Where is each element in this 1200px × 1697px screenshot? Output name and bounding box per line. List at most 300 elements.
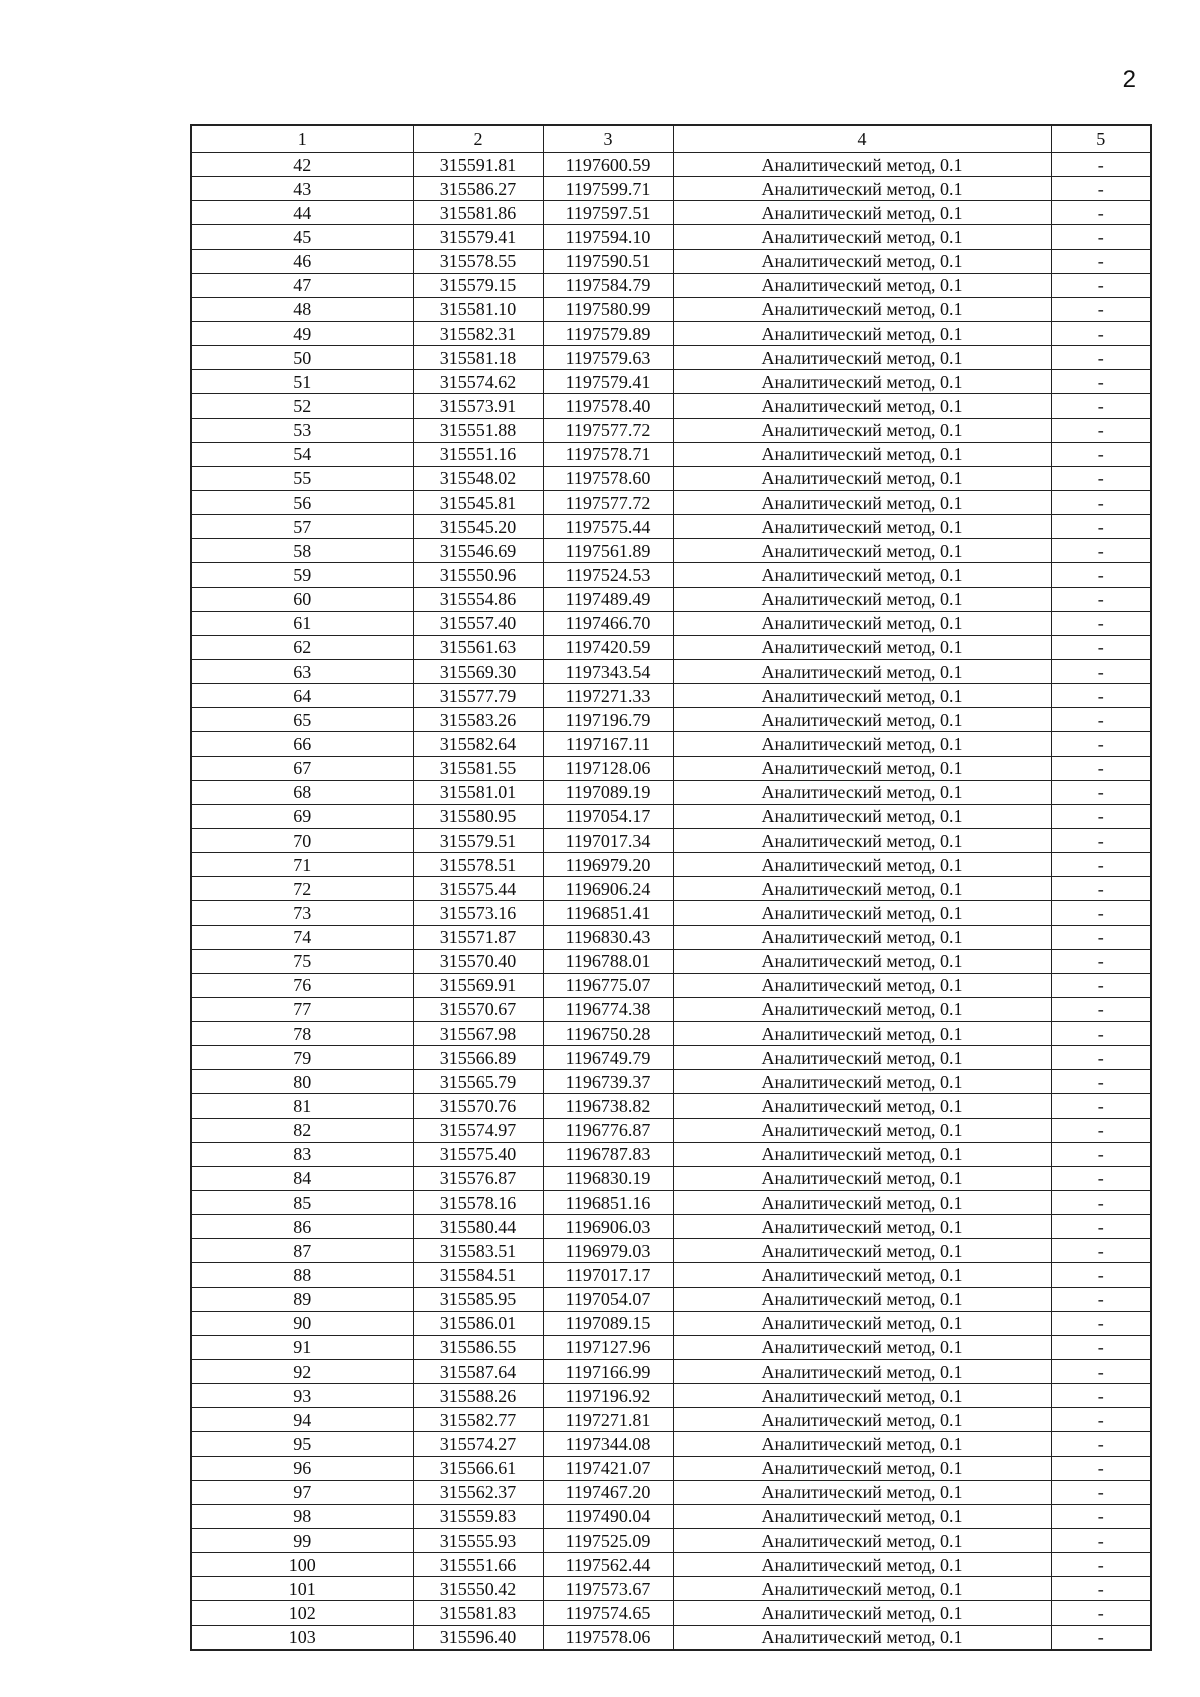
y-coordinate-cell: 1197579.41 bbox=[543, 370, 673, 394]
point-number-cell: 72 bbox=[191, 877, 413, 901]
y-coordinate-cell: 1196851.16 bbox=[543, 1191, 673, 1215]
table-row bbox=[191, 273, 1151, 297]
table-row bbox=[191, 732, 1151, 756]
point-number-cell: 59 bbox=[191, 563, 413, 587]
note-cell: - bbox=[1051, 201, 1151, 225]
point-number-cell: 47 bbox=[191, 273, 413, 297]
note-cell: - bbox=[1051, 273, 1151, 297]
note-cell: - bbox=[1051, 1601, 1151, 1625]
y-coordinate-cell: 1197524.53 bbox=[543, 563, 673, 587]
y-coordinate-cell: 1196776.87 bbox=[543, 1118, 673, 1142]
method-cell: Аналитический метод, 0.1 bbox=[673, 1480, 1051, 1504]
table-row bbox=[191, 1022, 1151, 1046]
y-coordinate-cell: 1197580.99 bbox=[543, 297, 673, 321]
method-cell: Аналитический метод, 0.1 bbox=[673, 973, 1051, 997]
y-coordinate-cell: 1197599.71 bbox=[543, 177, 673, 201]
method-cell: Аналитический метод, 0.1 bbox=[673, 853, 1051, 877]
x-coordinate-cell: 315550.96 bbox=[413, 563, 543, 587]
table-row bbox=[191, 1480, 1151, 1504]
y-coordinate-cell: 1197594.10 bbox=[543, 225, 673, 249]
note-cell: - bbox=[1051, 1456, 1151, 1480]
y-coordinate-cell: 1196906.24 bbox=[543, 877, 673, 901]
note-cell: - bbox=[1051, 394, 1151, 418]
method-cell: Аналитический метод, 0.1 bbox=[673, 1215, 1051, 1239]
x-coordinate-cell: 315577.79 bbox=[413, 684, 543, 708]
y-coordinate-cell: 1196739.37 bbox=[543, 1070, 673, 1094]
y-coordinate-cell: 1197054.07 bbox=[543, 1287, 673, 1311]
point-number-cell: 78 bbox=[191, 1022, 413, 1046]
y-coordinate-cell: 1196774.38 bbox=[543, 997, 673, 1021]
method-cell: Аналитический метод, 0.1 bbox=[673, 249, 1051, 273]
method-cell: Аналитический метод, 0.1 bbox=[673, 394, 1051, 418]
point-number-cell: 100 bbox=[191, 1553, 413, 1577]
method-cell: Аналитический метод, 0.1 bbox=[673, 1166, 1051, 1190]
note-cell: - bbox=[1051, 177, 1151, 201]
x-coordinate-cell: 315580.95 bbox=[413, 804, 543, 828]
y-coordinate-cell: 1197577.72 bbox=[543, 490, 673, 514]
point-number-cell: 79 bbox=[191, 1046, 413, 1070]
note-cell: - bbox=[1051, 1335, 1151, 1359]
method-cell: Аналитический метод, 0.1 bbox=[673, 587, 1051, 611]
table-row bbox=[191, 1118, 1151, 1142]
x-coordinate-cell: 315575.44 bbox=[413, 877, 543, 901]
note-cell: - bbox=[1051, 249, 1151, 273]
table-row bbox=[191, 1625, 1151, 1650]
note-cell: - bbox=[1051, 877, 1151, 901]
point-number-cell: 45 bbox=[191, 225, 413, 249]
y-coordinate-cell: 1197578.40 bbox=[543, 394, 673, 418]
point-number-cell: 70 bbox=[191, 828, 413, 852]
point-number-cell: 87 bbox=[191, 1239, 413, 1263]
x-coordinate-cell: 315581.18 bbox=[413, 346, 543, 370]
method-cell: Аналитический метод, 0.1 bbox=[673, 611, 1051, 635]
y-coordinate-cell: 1197573.67 bbox=[543, 1577, 673, 1601]
x-coordinate-cell: 315570.76 bbox=[413, 1094, 543, 1118]
table-row bbox=[191, 370, 1151, 394]
note-cell: - bbox=[1051, 515, 1151, 539]
table-row bbox=[191, 442, 1151, 466]
note-cell: - bbox=[1051, 1287, 1151, 1311]
table-row bbox=[191, 1142, 1151, 1166]
method-cell: Аналитический метод, 0.1 bbox=[673, 708, 1051, 732]
note-cell: - bbox=[1051, 466, 1151, 490]
y-coordinate-cell: 1197127.96 bbox=[543, 1335, 673, 1359]
x-coordinate-cell: 315545.20 bbox=[413, 515, 543, 539]
y-coordinate-cell: 1197578.71 bbox=[543, 442, 673, 466]
y-coordinate-cell: 1197089.15 bbox=[543, 1311, 673, 1335]
table-row bbox=[191, 611, 1151, 635]
header-cell-3: 3 bbox=[543, 125, 673, 153]
method-cell: Аналитический метод, 0.1 bbox=[673, 780, 1051, 804]
table-row bbox=[191, 225, 1151, 249]
y-coordinate-cell: 1196749.79 bbox=[543, 1046, 673, 1070]
note-cell: - bbox=[1051, 1553, 1151, 1577]
y-coordinate-cell: 1196750.28 bbox=[543, 1022, 673, 1046]
method-cell: Аналитический метод, 0.1 bbox=[673, 563, 1051, 587]
note-cell: - bbox=[1051, 611, 1151, 635]
y-coordinate-cell: 1197466.70 bbox=[543, 611, 673, 635]
x-coordinate-cell: 315574.27 bbox=[413, 1432, 543, 1456]
y-coordinate-cell: 1197196.92 bbox=[543, 1384, 673, 1408]
point-number-cell: 95 bbox=[191, 1432, 413, 1456]
x-coordinate-cell: 315584.51 bbox=[413, 1263, 543, 1287]
point-number-cell: 57 bbox=[191, 515, 413, 539]
note-cell: - bbox=[1051, 708, 1151, 732]
point-number-cell: 42 bbox=[191, 153, 413, 177]
point-number-cell: 54 bbox=[191, 442, 413, 466]
y-coordinate-cell: 1197562.44 bbox=[543, 1553, 673, 1577]
method-cell: Аналитический метод, 0.1 bbox=[673, 997, 1051, 1021]
table-row bbox=[191, 1094, 1151, 1118]
method-cell: Аналитический метод, 0.1 bbox=[673, 1239, 1051, 1263]
x-coordinate-cell: 315581.10 bbox=[413, 297, 543, 321]
point-number-cell: 74 bbox=[191, 925, 413, 949]
method-cell: Аналитический метод, 0.1 bbox=[673, 442, 1051, 466]
point-number-cell: 90 bbox=[191, 1311, 413, 1335]
note-cell: - bbox=[1051, 587, 1151, 611]
point-number-cell: 44 bbox=[191, 201, 413, 225]
y-coordinate-cell: 1197421.07 bbox=[543, 1456, 673, 1480]
note-cell: - bbox=[1051, 1432, 1151, 1456]
x-coordinate-cell: 315570.67 bbox=[413, 997, 543, 1021]
method-cell: Аналитический метод, 0.1 bbox=[673, 418, 1051, 442]
table-row bbox=[191, 828, 1151, 852]
table-row bbox=[191, 1263, 1151, 1287]
method-cell: Аналитический метод, 0.1 bbox=[673, 1046, 1051, 1070]
y-coordinate-cell: 1197489.49 bbox=[543, 587, 673, 611]
table-row bbox=[191, 1504, 1151, 1528]
note-cell: - bbox=[1051, 1263, 1151, 1287]
point-number-cell: 55 bbox=[191, 466, 413, 490]
x-coordinate-cell: 315585.95 bbox=[413, 1287, 543, 1311]
x-coordinate-cell: 315581.55 bbox=[413, 756, 543, 780]
method-cell: Аналитический метод, 0.1 bbox=[673, 901, 1051, 925]
method-cell: Аналитический метод, 0.1 bbox=[673, 925, 1051, 949]
table-row bbox=[191, 515, 1151, 539]
x-coordinate-cell: 315596.40 bbox=[413, 1625, 543, 1650]
table-row bbox=[191, 901, 1151, 925]
x-coordinate-cell: 315578.51 bbox=[413, 853, 543, 877]
y-coordinate-cell: 1197054.17 bbox=[543, 804, 673, 828]
table-row bbox=[191, 1287, 1151, 1311]
method-cell: Аналитический метод, 0.1 bbox=[673, 1118, 1051, 1142]
note-cell: - bbox=[1051, 1529, 1151, 1553]
point-number-cell: 46 bbox=[191, 249, 413, 273]
method-cell: Аналитический метод, 0.1 bbox=[673, 490, 1051, 514]
x-coordinate-cell: 315565.79 bbox=[413, 1070, 543, 1094]
note-cell: - bbox=[1051, 659, 1151, 683]
x-coordinate-cell: 315551.66 bbox=[413, 1553, 543, 1577]
table-row bbox=[191, 1070, 1151, 1094]
note-cell: - bbox=[1051, 732, 1151, 756]
table-row bbox=[191, 877, 1151, 901]
method-cell: Аналитический метод, 0.1 bbox=[673, 1601, 1051, 1625]
method-cell: Аналитический метод, 0.1 bbox=[673, 1287, 1051, 1311]
header-cell-5: 5 bbox=[1051, 125, 1151, 153]
table-row bbox=[191, 708, 1151, 732]
x-coordinate-cell: 315569.91 bbox=[413, 973, 543, 997]
point-number-cell: 67 bbox=[191, 756, 413, 780]
note-cell: - bbox=[1051, 684, 1151, 708]
point-number-cell: 69 bbox=[191, 804, 413, 828]
method-cell: Аналитический метод, 0.1 bbox=[673, 1553, 1051, 1577]
point-number-cell: 91 bbox=[191, 1335, 413, 1359]
x-coordinate-cell: 315578.16 bbox=[413, 1191, 543, 1215]
point-number-cell: 49 bbox=[191, 321, 413, 345]
method-cell: Аналитический метод, 0.1 bbox=[673, 1432, 1051, 1456]
y-coordinate-cell: 1197561.89 bbox=[543, 539, 673, 563]
y-coordinate-cell: 1196787.83 bbox=[543, 1142, 673, 1166]
y-coordinate-cell: 1197600.59 bbox=[543, 153, 673, 177]
x-coordinate-cell: 315576.87 bbox=[413, 1166, 543, 1190]
y-coordinate-cell: 1196830.43 bbox=[543, 925, 673, 949]
x-coordinate-cell: 315581.83 bbox=[413, 1601, 543, 1625]
table-row bbox=[191, 1408, 1151, 1432]
y-coordinate-cell: 1197590.51 bbox=[543, 249, 673, 273]
point-number-cell: 93 bbox=[191, 1384, 413, 1408]
point-number-cell: 84 bbox=[191, 1166, 413, 1190]
note-cell: - bbox=[1051, 853, 1151, 877]
note-cell: - bbox=[1051, 370, 1151, 394]
method-cell: Аналитический метод, 0.1 bbox=[673, 1625, 1051, 1650]
header-row bbox=[191, 125, 1151, 153]
method-cell: Аналитический метод, 0.1 bbox=[673, 321, 1051, 345]
point-number-cell: 64 bbox=[191, 684, 413, 708]
method-cell: Аналитический метод, 0.1 bbox=[673, 1384, 1051, 1408]
method-cell: Аналитический метод, 0.1 bbox=[673, 732, 1051, 756]
table-row bbox=[191, 973, 1151, 997]
x-coordinate-cell: 315583.26 bbox=[413, 708, 543, 732]
method-cell: Аналитический метод, 0.1 bbox=[673, 466, 1051, 490]
y-coordinate-cell: 1196775.07 bbox=[543, 973, 673, 997]
method-cell: Аналитический метод, 0.1 bbox=[673, 635, 1051, 659]
method-cell: Аналитический метод, 0.1 bbox=[673, 659, 1051, 683]
y-coordinate-cell: 1197271.81 bbox=[543, 1408, 673, 1432]
table-row bbox=[191, 539, 1151, 563]
y-coordinate-cell: 1197420.59 bbox=[543, 635, 673, 659]
note-cell: - bbox=[1051, 1360, 1151, 1384]
note-cell: - bbox=[1051, 1239, 1151, 1263]
table-row bbox=[191, 346, 1151, 370]
x-coordinate-cell: 315555.93 bbox=[413, 1529, 543, 1553]
method-cell: Аналитический метод, 0.1 bbox=[673, 346, 1051, 370]
table-row bbox=[191, 1191, 1151, 1215]
x-coordinate-cell: 315561.63 bbox=[413, 635, 543, 659]
table-row bbox=[191, 1432, 1151, 1456]
table-row bbox=[191, 587, 1151, 611]
y-coordinate-cell: 1197344.08 bbox=[543, 1432, 673, 1456]
y-coordinate-cell: 1197574.65 bbox=[543, 1601, 673, 1625]
table-row bbox=[191, 853, 1151, 877]
note-cell: - bbox=[1051, 442, 1151, 466]
table-row bbox=[191, 949, 1151, 973]
x-coordinate-cell: 315586.55 bbox=[413, 1335, 543, 1359]
note-cell: - bbox=[1051, 828, 1151, 852]
table-row bbox=[191, 997, 1151, 1021]
table-row bbox=[191, 394, 1151, 418]
note-cell: - bbox=[1051, 1577, 1151, 1601]
table-row bbox=[191, 1577, 1151, 1601]
x-coordinate-cell: 315586.01 bbox=[413, 1311, 543, 1335]
note-cell: - bbox=[1051, 1166, 1151, 1190]
method-cell: Аналитический метод, 0.1 bbox=[673, 370, 1051, 394]
point-number-cell: 53 bbox=[191, 418, 413, 442]
table-row bbox=[191, 490, 1151, 514]
point-number-cell: 76 bbox=[191, 973, 413, 997]
method-cell: Аналитический метод, 0.1 bbox=[673, 1094, 1051, 1118]
method-cell: Аналитический метод, 0.1 bbox=[673, 1070, 1051, 1094]
table-row bbox=[191, 1553, 1151, 1577]
x-coordinate-cell: 315579.41 bbox=[413, 225, 543, 249]
point-number-cell: 77 bbox=[191, 997, 413, 1021]
note-cell: - bbox=[1051, 1480, 1151, 1504]
table-row bbox=[191, 1046, 1151, 1070]
method-cell: Аналитический метод, 0.1 bbox=[673, 1504, 1051, 1528]
table-body bbox=[191, 153, 1151, 1650]
point-number-cell: 83 bbox=[191, 1142, 413, 1166]
y-coordinate-cell: 1196979.20 bbox=[543, 853, 673, 877]
table-row bbox=[191, 177, 1151, 201]
note-cell: - bbox=[1051, 1070, 1151, 1094]
table-row bbox=[191, 804, 1151, 828]
x-coordinate-cell: 315580.44 bbox=[413, 1215, 543, 1239]
method-cell: Аналитический метод, 0.1 bbox=[673, 684, 1051, 708]
page-number: 2 bbox=[1122, 66, 1136, 93]
note-cell: - bbox=[1051, 1022, 1151, 1046]
x-coordinate-cell: 315546.69 bbox=[413, 539, 543, 563]
table-row bbox=[191, 1456, 1151, 1480]
method-cell: Аналитический метод, 0.1 bbox=[673, 1311, 1051, 1335]
note-cell: - bbox=[1051, 925, 1151, 949]
point-number-cell: 56 bbox=[191, 490, 413, 514]
note-cell: - bbox=[1051, 756, 1151, 780]
table-row bbox=[191, 1239, 1151, 1263]
method-cell: Аналитический метод, 0.1 bbox=[673, 1263, 1051, 1287]
method-cell: Аналитический метод, 0.1 bbox=[673, 539, 1051, 563]
table-row bbox=[191, 321, 1151, 345]
x-coordinate-cell: 315579.51 bbox=[413, 828, 543, 852]
y-coordinate-cell: 1196906.03 bbox=[543, 1215, 673, 1239]
table-row bbox=[191, 563, 1151, 587]
y-coordinate-cell: 1197166.99 bbox=[543, 1360, 673, 1384]
point-number-cell: 66 bbox=[191, 732, 413, 756]
table-row bbox=[191, 684, 1151, 708]
note-cell: - bbox=[1051, 153, 1151, 177]
x-coordinate-cell: 315581.86 bbox=[413, 201, 543, 225]
note-cell: - bbox=[1051, 1384, 1151, 1408]
y-coordinate-cell: 1197490.04 bbox=[543, 1504, 673, 1528]
point-number-cell: 52 bbox=[191, 394, 413, 418]
y-coordinate-cell: 1196788.01 bbox=[543, 949, 673, 973]
x-coordinate-cell: 315551.88 bbox=[413, 418, 543, 442]
method-cell: Аналитический метод, 0.1 bbox=[673, 804, 1051, 828]
x-coordinate-cell: 315551.16 bbox=[413, 442, 543, 466]
note-cell: - bbox=[1051, 1408, 1151, 1432]
note-cell: - bbox=[1051, 1094, 1151, 1118]
point-number-cell: 102 bbox=[191, 1601, 413, 1625]
method-cell: Аналитический метод, 0.1 bbox=[673, 1022, 1051, 1046]
table-row bbox=[191, 418, 1151, 442]
x-coordinate-cell: 315566.61 bbox=[413, 1456, 543, 1480]
y-coordinate-cell: 1197167.11 bbox=[543, 732, 673, 756]
point-number-cell: 58 bbox=[191, 539, 413, 563]
y-coordinate-cell: 1197017.34 bbox=[543, 828, 673, 852]
note-cell: - bbox=[1051, 346, 1151, 370]
note-cell: - bbox=[1051, 225, 1151, 249]
note-cell: - bbox=[1051, 1118, 1151, 1142]
point-number-cell: 97 bbox=[191, 1480, 413, 1504]
y-coordinate-cell: 1196851.41 bbox=[543, 901, 673, 925]
y-coordinate-cell: 1197271.33 bbox=[543, 684, 673, 708]
x-coordinate-cell: 315588.26 bbox=[413, 1384, 543, 1408]
note-cell: - bbox=[1051, 1215, 1151, 1239]
x-coordinate-cell: 315571.87 bbox=[413, 925, 543, 949]
y-coordinate-cell: 1197597.51 bbox=[543, 201, 673, 225]
table-row bbox=[191, 925, 1151, 949]
method-cell: Аналитический метод, 0.1 bbox=[673, 828, 1051, 852]
point-number-cell: 82 bbox=[191, 1118, 413, 1142]
table-row bbox=[191, 780, 1151, 804]
y-coordinate-cell: 1197128.06 bbox=[543, 756, 673, 780]
y-coordinate-cell: 1197577.72 bbox=[543, 418, 673, 442]
note-cell: - bbox=[1051, 490, 1151, 514]
note-cell: - bbox=[1051, 418, 1151, 442]
x-coordinate-cell: 315581.01 bbox=[413, 780, 543, 804]
point-number-cell: 86 bbox=[191, 1215, 413, 1239]
note-cell: - bbox=[1051, 780, 1151, 804]
table-row bbox=[191, 1311, 1151, 1335]
note-cell: - bbox=[1051, 635, 1151, 659]
x-coordinate-cell: 315569.30 bbox=[413, 659, 543, 683]
point-number-cell: 51 bbox=[191, 370, 413, 394]
coordinates-table bbox=[190, 124, 1152, 1651]
y-coordinate-cell: 1197089.19 bbox=[543, 780, 673, 804]
method-cell: Аналитический метод, 0.1 bbox=[673, 153, 1051, 177]
y-coordinate-cell: 1197579.63 bbox=[543, 346, 673, 370]
note-cell: - bbox=[1051, 563, 1151, 587]
y-coordinate-cell: 1196830.19 bbox=[543, 1166, 673, 1190]
x-coordinate-cell: 315545.81 bbox=[413, 490, 543, 514]
point-number-cell: 99 bbox=[191, 1529, 413, 1553]
x-coordinate-cell: 315570.40 bbox=[413, 949, 543, 973]
y-coordinate-cell: 1196738.82 bbox=[543, 1094, 673, 1118]
x-coordinate-cell: 315579.15 bbox=[413, 273, 543, 297]
x-coordinate-cell: 315583.51 bbox=[413, 1239, 543, 1263]
point-number-cell: 85 bbox=[191, 1191, 413, 1215]
table-row bbox=[191, 659, 1151, 683]
point-number-cell: 81 bbox=[191, 1094, 413, 1118]
note-cell: - bbox=[1051, 1625, 1151, 1650]
method-cell: Аналитический метод, 0.1 bbox=[673, 1142, 1051, 1166]
point-number-cell: 63 bbox=[191, 659, 413, 683]
point-number-cell: 62 bbox=[191, 635, 413, 659]
table-row bbox=[191, 1529, 1151, 1553]
table-row bbox=[191, 153, 1151, 177]
table-row bbox=[191, 1601, 1151, 1625]
method-cell: Аналитический метод, 0.1 bbox=[673, 297, 1051, 321]
y-coordinate-cell: 1197584.79 bbox=[543, 273, 673, 297]
method-cell: Аналитический метод, 0.1 bbox=[673, 201, 1051, 225]
method-cell: Аналитический метод, 0.1 bbox=[673, 273, 1051, 297]
method-cell: Аналитический метод, 0.1 bbox=[673, 756, 1051, 780]
x-coordinate-cell: 315586.27 bbox=[413, 177, 543, 201]
point-number-cell: 48 bbox=[191, 297, 413, 321]
x-coordinate-cell: 315591.81 bbox=[413, 153, 543, 177]
point-number-cell: 98 bbox=[191, 1504, 413, 1528]
table-row bbox=[191, 297, 1151, 321]
point-number-cell: 43 bbox=[191, 177, 413, 201]
table-row bbox=[191, 1215, 1151, 1239]
